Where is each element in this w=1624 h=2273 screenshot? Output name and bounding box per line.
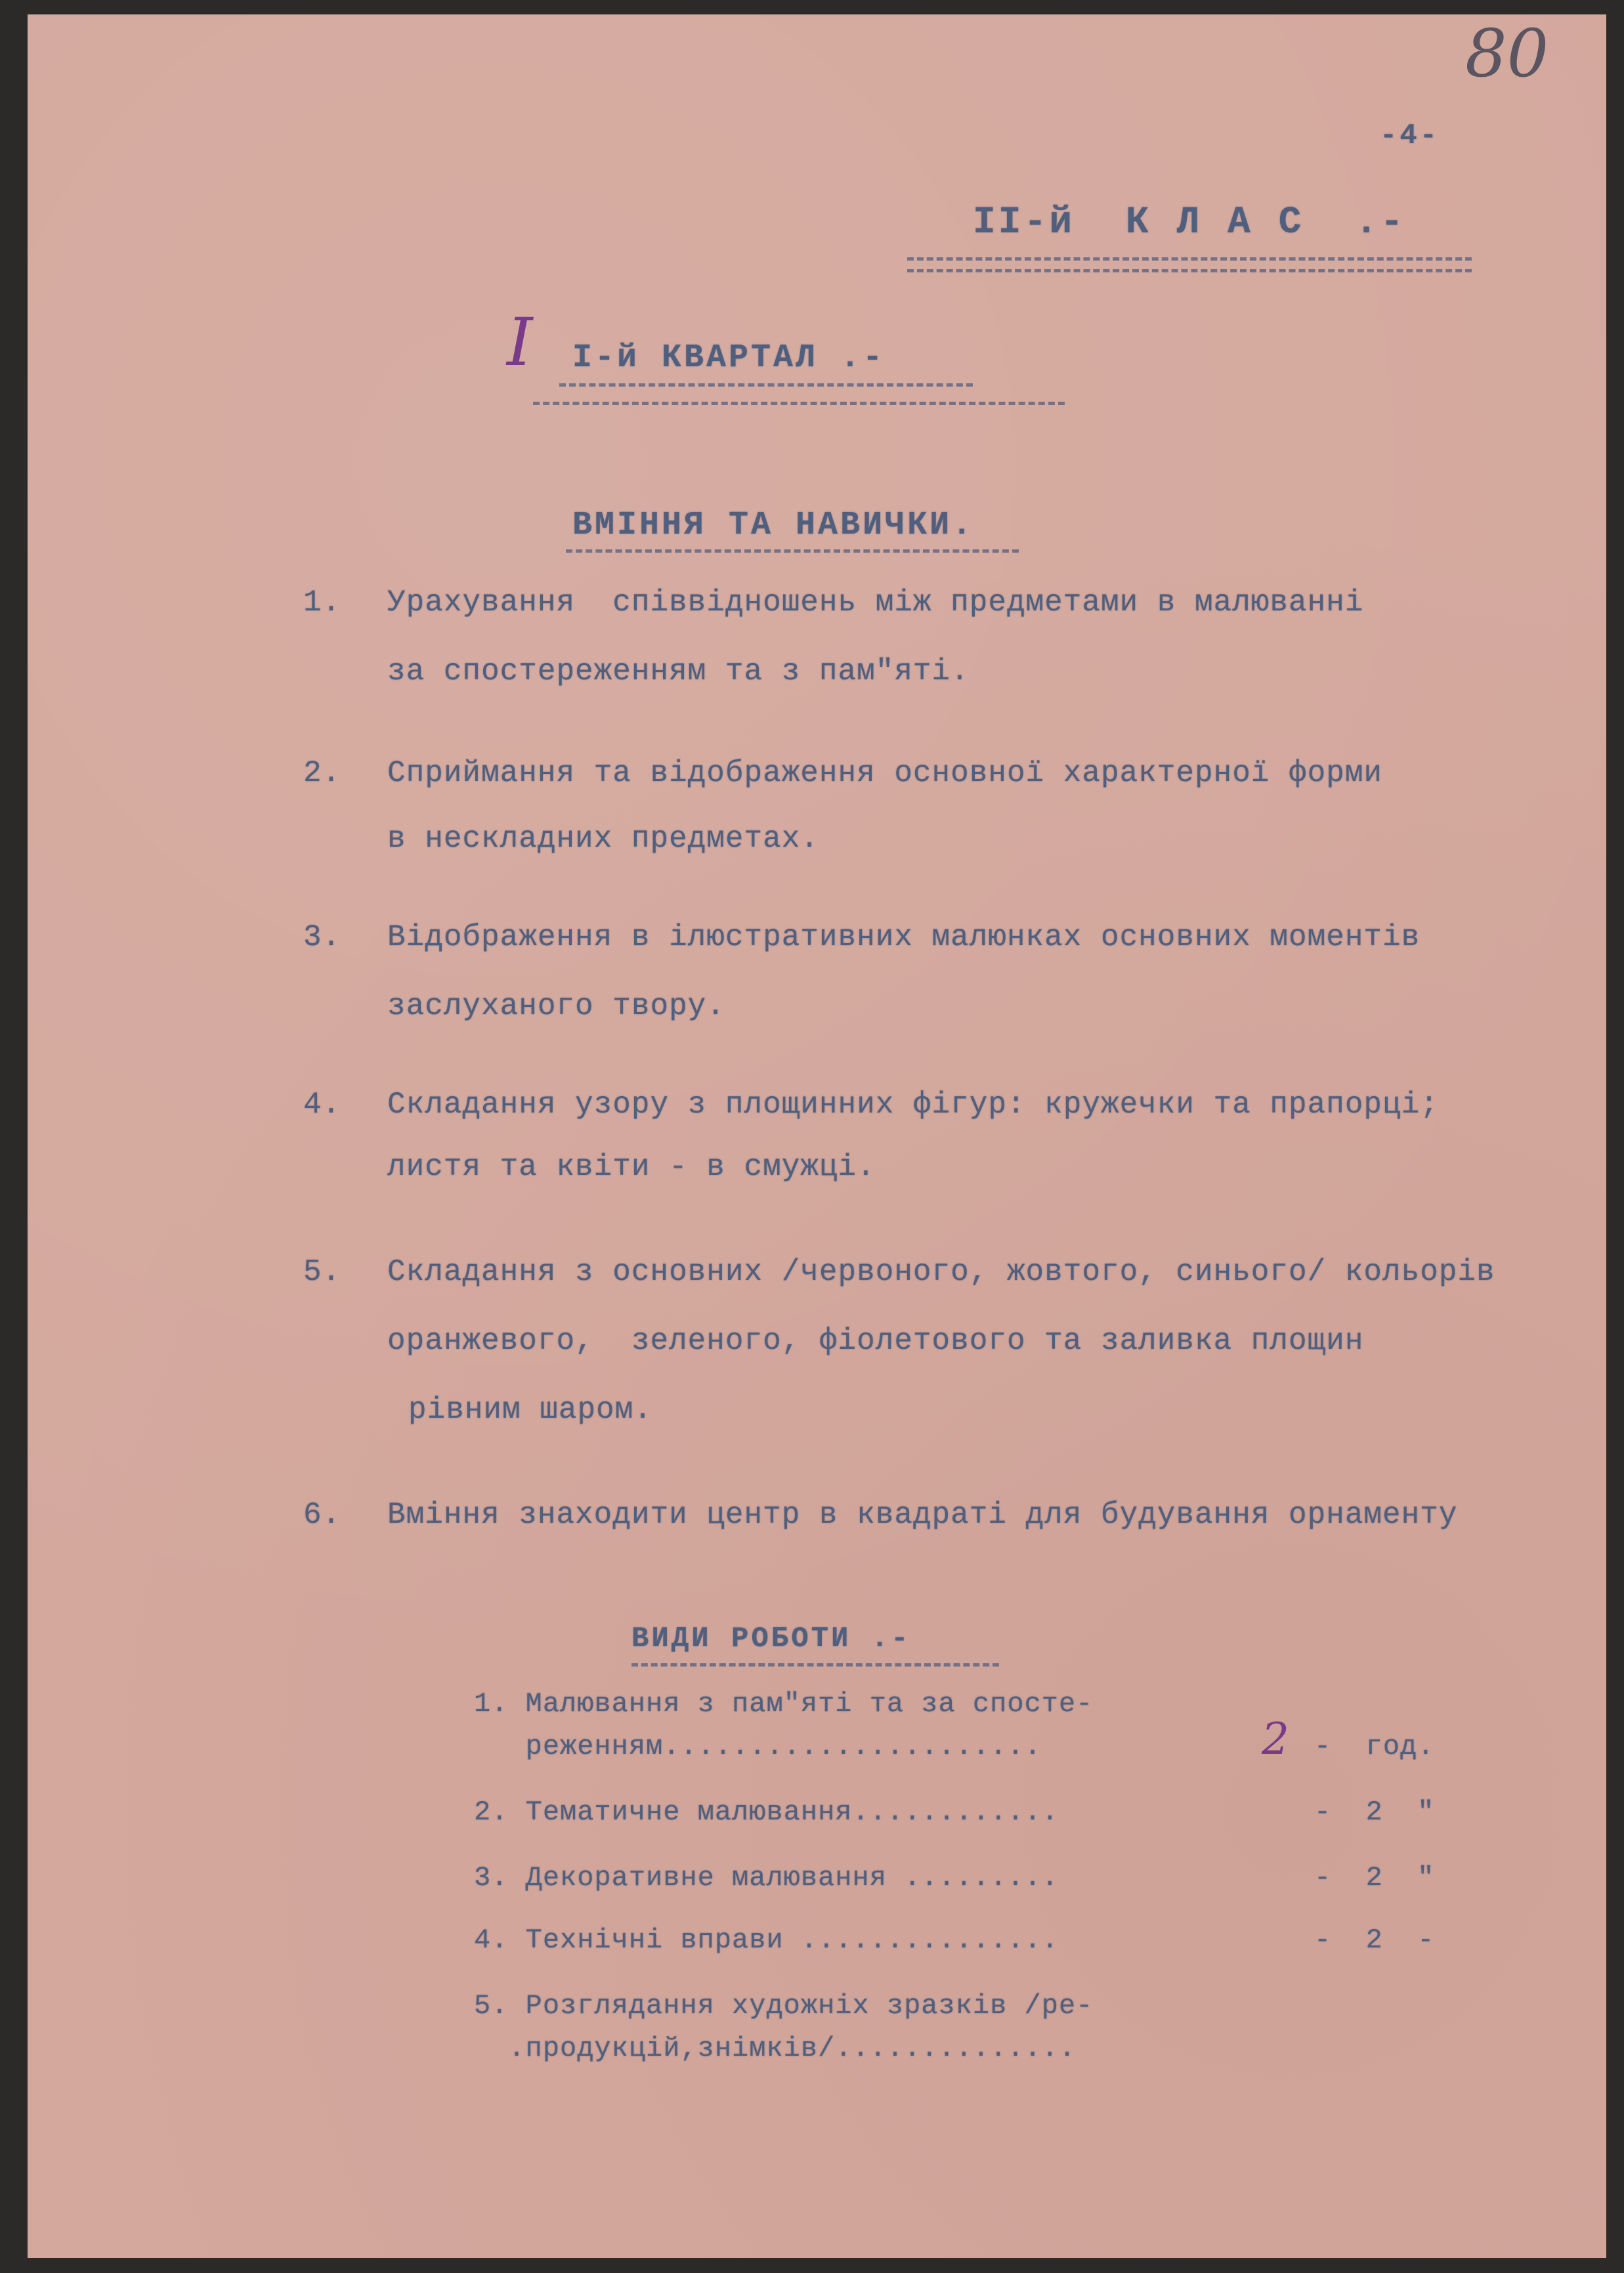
item-number: 3. (303, 920, 341, 954)
page-number: -4- (1380, 119, 1440, 152)
handwritten-sheet-number: 80 (1465, 15, 1549, 92)
item-line: Сприймання та відображення основної характерної форми (387, 756, 1383, 790)
item-number: 5. (303, 1255, 341, 1289)
handwritten-hours: 2 (1262, 1714, 1289, 1764)
document-page (28, 14, 1606, 2258)
item-line: за спостереженням та з пам"яті. (387, 654, 970, 689)
work-line: 5. Розглядання художніх зразків /ре- (474, 1990, 1094, 2022)
item-number: 4. (303, 1088, 341, 1122)
work-types-underline (631, 1663, 999, 1667)
class-title: ІІ-й К Л А С .- (973, 202, 1406, 244)
work-hours: - год. (1314, 1731, 1435, 1762)
work-line: .продукцій,знімків/.............. (474, 2033, 1077, 2064)
item-line: Складання з основних /червоного, жовтого, синього/ кольорів (387, 1255, 1495, 1289)
work-line: 2. Тематичне малювання............ (474, 1796, 1059, 1828)
item-line: Вміння знаходити центр в квадраті для будування орнаменту (387, 1498, 1458, 1532)
quarter-underline (533, 402, 1065, 405)
item-line: Урахування співвідношень між предметами в малюванні (387, 585, 1364, 620)
item-number: 1. (303, 585, 341, 620)
item-line: Складання узору з площинних фігур: кружечки та прапорці; (387, 1088, 1439, 1122)
handwritten-quarter-numeral: I (507, 304, 533, 381)
title-underline (907, 257, 1472, 261)
item-line: листя та квіти - в смужці. (387, 1150, 876, 1184)
work-line: 3. Декоративне малювання ......... (474, 1862, 1059, 1894)
item-number: 2. (303, 756, 341, 790)
work-hours: - 2 " (1314, 1796, 1435, 1828)
item-line: Відображення в ілюстративних малюнках основних моментів (387, 920, 1421, 954)
skills-heading: ВМІННЯ ТА НАВИЧКИ. (572, 507, 975, 544)
title-underline (907, 269, 1472, 272)
work-line: 4. Технічні вправи ............... (474, 1924, 1059, 1956)
work-types-heading: ВИДИ РОБОТИ .- (631, 1623, 911, 1655)
work-line: реженням...................... (474, 1731, 1042, 1762)
quarter-title: І-й КВАРТАЛ .- (572, 339, 886, 377)
work-line: 1. Малювання з пам"яті та за спосте- (474, 1688, 1094, 1720)
item-number: 6. (303, 1498, 341, 1532)
item-line: рівним шаром. (408, 1393, 652, 1427)
work-hours: - 2 - (1314, 1924, 1435, 1956)
skills-underline (566, 549, 1019, 553)
quarter-underline (559, 383, 973, 387)
work-hours: - 2 " (1314, 1862, 1435, 1894)
item-line: оранжевого, зеленого, фіолетового та заливка площин (387, 1324, 1364, 1358)
item-line: заслуханого твору. (387, 989, 725, 1023)
item-line: в нескладних предметах. (387, 822, 819, 856)
